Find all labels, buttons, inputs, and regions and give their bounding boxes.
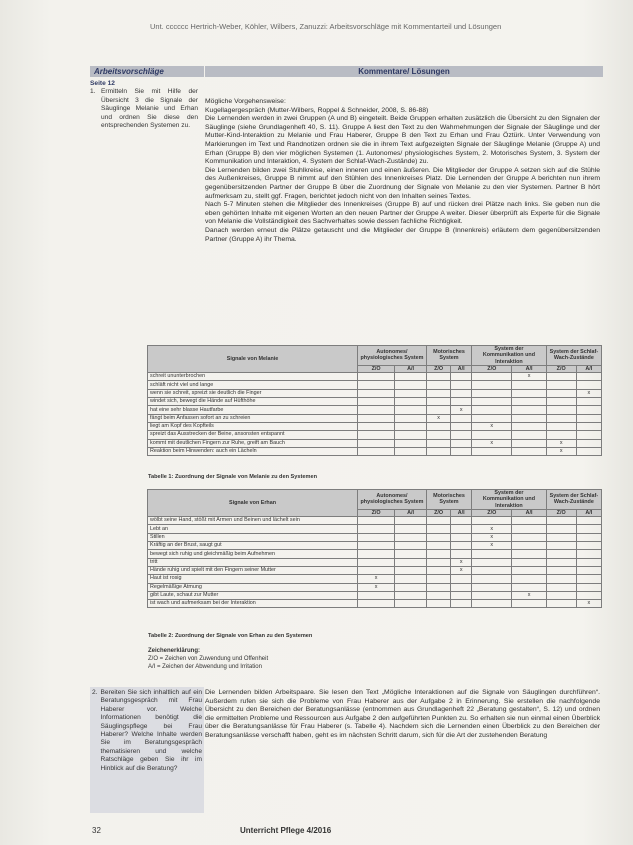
mark-cell [512,389,546,397]
table-subcol-ai: A/I [395,365,427,372]
mark-cell [358,414,395,422]
mark-cell [426,373,450,381]
mark-cell: x [451,558,472,566]
page-ref: Seite 12 [90,80,115,87]
journal-footer: Unterricht Pflege 4/2016 [240,826,332,835]
mark-cell [395,575,427,583]
mark-cell [395,422,427,430]
mark-cell [395,431,427,439]
table-body [148,373,602,456]
mark-cell [472,406,512,414]
running-head: Unt. cccccc Hertrich-Weber, Köhler, Wilbers, Zanuzzi: Arbeitsvorschläge mit Kommentarteil und Lösungen [150,22,502,31]
mark-cell [395,517,427,525]
task-1 [90,88,198,130]
mark-cell [512,583,546,591]
mark-cell: x [451,566,472,574]
mark-cell [576,406,601,414]
mark-cell: x [358,583,395,591]
mark-cell [426,431,450,439]
mark-cell [576,542,601,550]
signal-label: windet sich, bewegt die Hände auf Hüfthöhe [148,398,358,406]
mark-cell [451,600,472,608]
mark-cell [512,517,546,525]
table-1-caption: Tabelle 1: Zuordnung der Signale von Melanie zu den Systemen [148,474,317,480]
mark-cell [426,583,450,591]
signal-label: Reaktion beim Hinwenden: auch ein Lächeln [148,447,358,455]
mark-cell [472,550,512,558]
signal-label: wölbt seine Hand, stößt mit Armen und Beinen und lächelt sein [148,517,358,525]
mark-cell [472,558,512,566]
mark-cell [546,406,576,414]
mark-cell [358,517,395,525]
mark-cell: x [472,533,512,541]
mark-cell [395,389,427,397]
table-row [148,591,602,599]
mark-cell [358,406,395,414]
table-row [148,431,602,439]
mark-cell [512,381,546,389]
signal-label: tritt [148,558,358,566]
table-row [148,398,602,406]
table-subcol-zo: Z/O [426,365,450,372]
table-subcol-zo: Z/O [472,509,512,516]
mark-cell [395,542,427,550]
mark-cell [512,600,546,608]
mark-cell [451,422,472,430]
task-number: 2. [92,689,98,696]
mark-cell [546,517,576,525]
mark-cell [426,566,450,574]
page-number: 32 [92,826,101,835]
table-2-caption: Tabelle 2: Zuordnung der Signale von Erhan zu den Systemen [148,633,313,639]
table-subcol-zo: Z/O [546,365,576,372]
mark-cell [426,381,450,389]
mark-cell: x [472,422,512,430]
mark-cell [426,517,450,525]
table-subcol-zo: Z/O [358,509,395,516]
mark-cell [512,533,546,541]
mark-cell [451,373,472,381]
table-subcol-ai: A/I [512,509,546,516]
mark-cell [546,566,576,574]
table-row [148,373,602,381]
table-subcol-zo: Z/O [426,509,450,516]
mark-cell [576,381,601,389]
mark-cell: x [472,525,512,533]
mark-cell [358,431,395,439]
mark-cell: x [546,447,576,455]
mark-cell [576,398,601,406]
mark-cell [576,525,601,533]
mark-cell [426,525,450,533]
mark-cell [426,533,450,541]
table-row [148,542,602,550]
table-col-signals: Signale von Erhan [148,490,358,517]
mark-cell [395,550,427,558]
mark-cell: x [576,600,601,608]
task-text: Bereiten Sie sich inhaltlich auf ein Beratungsgespräch mit Frau Haberer vor. Welche Informationen benötigt die Säuglingspflege bei Frau Haberer? Welche Inhalte werden Sie im Beratungsgespräch thematisieren und welche Ratschläge geben Sie ihr im Hinblick auf die Beratung? [100,689,202,772]
table-subcol-zo: Z/O [546,509,576,516]
mark-cell [546,542,576,550]
mark-cell: x [546,439,576,447]
mark-cell [395,406,427,414]
mark-cell [451,398,472,406]
comment-column-1 [205,98,600,244]
table-row [148,406,602,414]
mark-cell [426,550,450,558]
mark-cell [358,525,395,533]
mark-cell [512,439,546,447]
mark-cell [472,583,512,591]
header-kommentare: Kommentare/ Lösungen [205,66,603,77]
mark-cell [358,600,395,608]
signal-label: Kräftig an der Brust, saugt gut [148,542,358,550]
legend-line: Z/O = Zeichen von Zuwendung und Offenheit [148,656,269,662]
mark-cell [395,447,427,455]
table-row [148,558,602,566]
mark-cell [395,583,427,591]
mark-cell [451,414,472,422]
comment-paragraph: Die Lernenden bilden zwei Stuhlkreise, einen inneren und einen äußeren. Die Mitglieder der Gruppe A setzen sich auf die Stühle des Außenkreises, Gruppe B nimmt auf den Stühlen des Innenkreises Platz. Die Lernenden der Gruppe A berichten nun ihrem gegenübersitzenden Partner der Gruppe B über die Zuordnung der Signale von Melanie zu den vier Systemen. Partner B hört aufmerksam zu, stellt ggf. Fragen, berichtet jedoch nicht von den Inhalten seines Textes. [205,166,600,200]
mark-cell [576,439,601,447]
mark-cell: x [512,591,546,599]
mark-cell [546,550,576,558]
mark-cell [576,566,601,574]
mark-cell [426,422,450,430]
mark-cell [426,542,450,550]
mark-cell: x [512,373,546,381]
mark-cell [546,525,576,533]
mark-cell [426,389,450,397]
comment-paragraph: Nach 5-7 Minuten stehen die Mitglieder des Innenkreises (Gruppe B) auf und rücken drei Plätze nach links. Sie geben nun die eben gehörten Inhalte mit eigenen Worten an den neuen Partner der Gruppe A weiter. Dieser überprüft als Experte für die Signale von Melanie die Vollständigkeit des Sachverhaltes sowie dessen fachliche Richtigkeit. [205,201,600,226]
table-col-kommunikation: System der Kommunikation und Interaktion [472,346,547,366]
comment-heading: Mögliche Vorgehensweise: [205,98,286,105]
mark-cell [395,566,427,574]
mark-cell [426,398,450,406]
signal-label: schreit ununterbrochen [148,373,358,381]
table-row [148,600,602,608]
mark-cell [451,447,472,455]
table-subcol-zo: Z/O [472,365,512,372]
mark-cell [426,575,450,583]
mark-cell [395,439,427,447]
mark-cell [451,542,472,550]
signal-table-melanie [147,345,602,456]
comment-paragraph: Danach werden erneut die Plätze getauscht und die Mitglieder der Gruppe B (Innenkreis) erläutern dem gegenübersitzenden Partner (Gruppe A) ihr Thema. [205,226,600,243]
mark-cell [426,558,450,566]
signal-label: kommt mit deutlichen Fingern zur Ruhe, greift am Bauch [148,439,358,447]
mark-cell [546,389,576,397]
mark-cell [395,525,427,533]
mark-cell [451,431,472,439]
table-subcol-ai: A/I [451,365,472,372]
mark-cell: x [358,575,395,583]
mark-cell [451,525,472,533]
mark-cell [512,566,546,574]
table-row [148,525,602,533]
mark-cell [512,422,546,430]
table-subcol-zo: Z/O [358,365,395,372]
mark-cell [451,591,472,599]
mark-cell [576,591,601,599]
comment-column-2: Die Lernenden bilden Arbeitspaare. Sie lesen den Text „Mögliche Interaktionen auf die Signale von Säuglingen durchführen“. Außerdem rufen sie sich die Probleme von Frau Haberer aus der Aufgabe 2 in Erinnerung. Sie erstellen die nachfolgende Übersicht zu den Bereichen der Beratungsanlässe (entnommen aus Grundlagenheft 22 „Beratung gestalten“, S. 12) und ordnen die ermittelten Probleme und Ressourcen aus Aufgabe 2 den aufgeführten Punkten zu. So erhalten sie nun einmal einen Überblick über die Beratungsanlässe für Frau Haberer (s. Tabelle 4). Nachdem sich die Lernenden einen Überblick zu den Bereichen der Beratungsanlässe verschafft haben, geht es im nächsten Schritt darum, sich für die Art der zustehenden Beratung [205,689,600,739]
mark-cell [576,447,601,455]
mark-cell [512,542,546,550]
mark-cell [546,533,576,541]
legend-title: Zeichenerklärung: [148,648,201,654]
mark-cell [546,575,576,583]
mark-cell [546,431,576,439]
table-row [148,583,602,591]
mark-cell [358,373,395,381]
table-col-autonomes: Autonomes/ physiologisches System [358,490,427,510]
mark-cell [358,422,395,430]
mark-cell [512,525,546,533]
task-2 [92,689,202,773]
signal-label: Regelmäßige Atmung [148,583,358,591]
mark-cell [395,600,427,608]
mark-cell [472,575,512,583]
mark-cell [576,517,601,525]
mark-cell [472,447,512,455]
mark-cell [395,558,427,566]
mark-cell: x [472,542,512,550]
mark-cell [395,414,427,422]
mark-cell [546,591,576,599]
table-row [148,575,602,583]
legend [148,647,268,671]
mark-cell [426,600,450,608]
signal-label: bewegt sich ruhig und gleichmäßig beim Aufnehmen [148,550,358,558]
table-row [148,389,602,397]
mark-cell [395,373,427,381]
signal-label: gibt Laute, schaut zur Mutter [148,591,358,599]
mark-cell [451,575,472,583]
table-subcol-ai: A/I [512,365,546,372]
table-col-signals: Signale von Melanie [148,346,358,373]
mark-cell [426,591,450,599]
mark-cell [546,583,576,591]
legend-line: A/I = Zeichen der Abwendung und Irritation [148,664,262,670]
table-subcol-ai: A/I [576,509,601,516]
mark-cell [546,398,576,406]
mark-cell [358,566,395,574]
header-arbeitsvorschlaege: Arbeitsvorschläge [90,66,204,77]
mark-cell: x [451,406,472,414]
mark-cell [358,389,395,397]
mark-cell [472,381,512,389]
mark-cell [576,533,601,541]
mark-cell [546,558,576,566]
table-col-kommunikation: System der Kommunikation und Interaktion [472,490,547,510]
mark-cell: x [472,439,512,447]
mark-cell [426,406,450,414]
signal-label: ist wach und aufmerksam bei der Interaktion [148,600,358,608]
mark-cell [576,414,601,422]
mark-cell [451,550,472,558]
table-row [148,439,602,447]
signal-label: Haut ist rosig [148,575,358,583]
mark-cell [358,558,395,566]
table-row [148,422,602,430]
mark-cell [358,550,395,558]
signal-label: liegt am Kopf des Kopfteils [148,422,358,430]
mark-cell [576,558,601,566]
mark-cell [451,381,472,389]
signal-label: schläft nicht viel und lange [148,381,358,389]
mark-cell [576,422,601,430]
mark-cell [546,414,576,422]
mark-cell [358,398,395,406]
mark-cell [472,591,512,599]
comment-method: Kugellagergespräch (Mutter-Wilbers, Roppel & Schneider, 2008, S. 86-88) [205,106,429,114]
signal-label: fängt beim Anfassen sofort an zu schreien [148,414,358,422]
table-row [148,550,602,558]
mark-cell [472,398,512,406]
mark-cell [472,517,512,525]
mark-cell [451,583,472,591]
mark-cell [472,373,512,381]
mark-cell [395,398,427,406]
mark-cell [472,566,512,574]
mark-cell: x [426,414,450,422]
mark-cell [512,550,546,558]
mark-cell [546,600,576,608]
table-subcol-ai: A/I [576,365,601,372]
task-column-1 [90,80,198,130]
table-subcol-ai: A/I [395,509,427,516]
mark-cell [512,431,546,439]
mark-cell [576,575,601,583]
mark-cell [451,439,472,447]
table-row [148,447,602,455]
signal-label: Hände ruhig und spielt mit den Fingern seiner Mutter [148,566,358,574]
table-row [148,414,602,422]
mark-cell [426,439,450,447]
mark-cell [576,583,601,591]
mark-cell [546,422,576,430]
mark-cell [512,575,546,583]
mark-cell [512,414,546,422]
mark-cell [546,373,576,381]
task-text: Ermitteln Sie mit Hilfe der Übersicht 3 die Signale der Säuglinge Melanie und Erhan und ordnen Sie diese den entsprechenden Systemen zu. [101,88,198,130]
mark-cell [358,381,395,389]
mark-cell [472,414,512,422]
mark-cell [451,533,472,541]
mark-cell [358,591,395,599]
mark-cell [546,381,576,389]
comment-paragraph: Die Lernenden werden in zwei Gruppen (A und B) eingeteilt. Beide Gruppen erhalten zusätzlich die Übersicht zu den Signalen der Säuglinge (siehe Grundlagenheft 40, S. 11). Gruppe A liest den Text zu den Wahrnehmungen der Signale der Säuglinge und der Mutter-Kind-Interaktion zu Melanie und Frau Haberer, Gruppe B den Text zu Erhan und Frau Öztürk. Unter Verwendung von Markierungen im Text und Randnotizen ordnen sie die in ihrem Text aufgezeigten Signale der Säuglinge Melanie (Gruppe A) und Erhan (Gruppe B) den vier möglichen Systemen (1. Autonomes/ physiologisches System, 2. Motorisches System, 3. System der Kommunikation und Interaktion, 4. System der Schlaf-Wach-Zustände) zu. [205,115,600,166]
signal-label: wenn sie schreit, spreizt sie deutlich die Finger [148,389,358,397]
table-col-motorisch: Motorisches System [426,490,471,510]
task-number: 1. [90,88,96,96]
mark-cell [395,533,427,541]
mark-cell [395,591,427,599]
table-body [148,517,602,608]
mark-cell [395,381,427,389]
mark-cell [512,398,546,406]
mark-cell [576,431,601,439]
mark-cell [358,439,395,447]
table-col-autonomes: Autonomes/ physiologisches System [358,346,427,366]
table-row [148,517,602,525]
table-subcol-ai: A/I [451,509,472,516]
mark-cell: x [576,389,601,397]
table-col-schlafwach: System der Schlaf-Wach-Zustände [546,490,601,510]
mark-cell [472,431,512,439]
signal-label: spreizt das Ausstrecken der Beine, ansonsten entspannt [148,431,358,439]
mark-cell [358,533,395,541]
mark-cell [472,600,512,608]
signal-label: Lebt an [148,525,358,533]
table-col-motorisch: Motorisches System [426,346,471,366]
mark-cell [426,447,450,455]
task-column-2 [90,687,204,813]
signal-label: hat eine sehr blasse Hautfarbe [148,406,358,414]
mark-cell [576,550,601,558]
mark-cell [358,542,395,550]
mark-cell [358,447,395,455]
mark-cell [451,389,472,397]
mark-cell [451,517,472,525]
table-row [148,566,602,574]
table-col-schlafwach: System der Schlaf-Wach-Zustände [546,346,601,366]
mark-cell [512,558,546,566]
mark-cell [512,406,546,414]
table-row [148,381,602,389]
signal-label: Stillen [148,533,358,541]
table-row [148,533,602,541]
mark-cell [472,389,512,397]
signal-table-erhan [147,489,602,608]
mark-cell [512,447,546,455]
mark-cell [576,373,601,381]
